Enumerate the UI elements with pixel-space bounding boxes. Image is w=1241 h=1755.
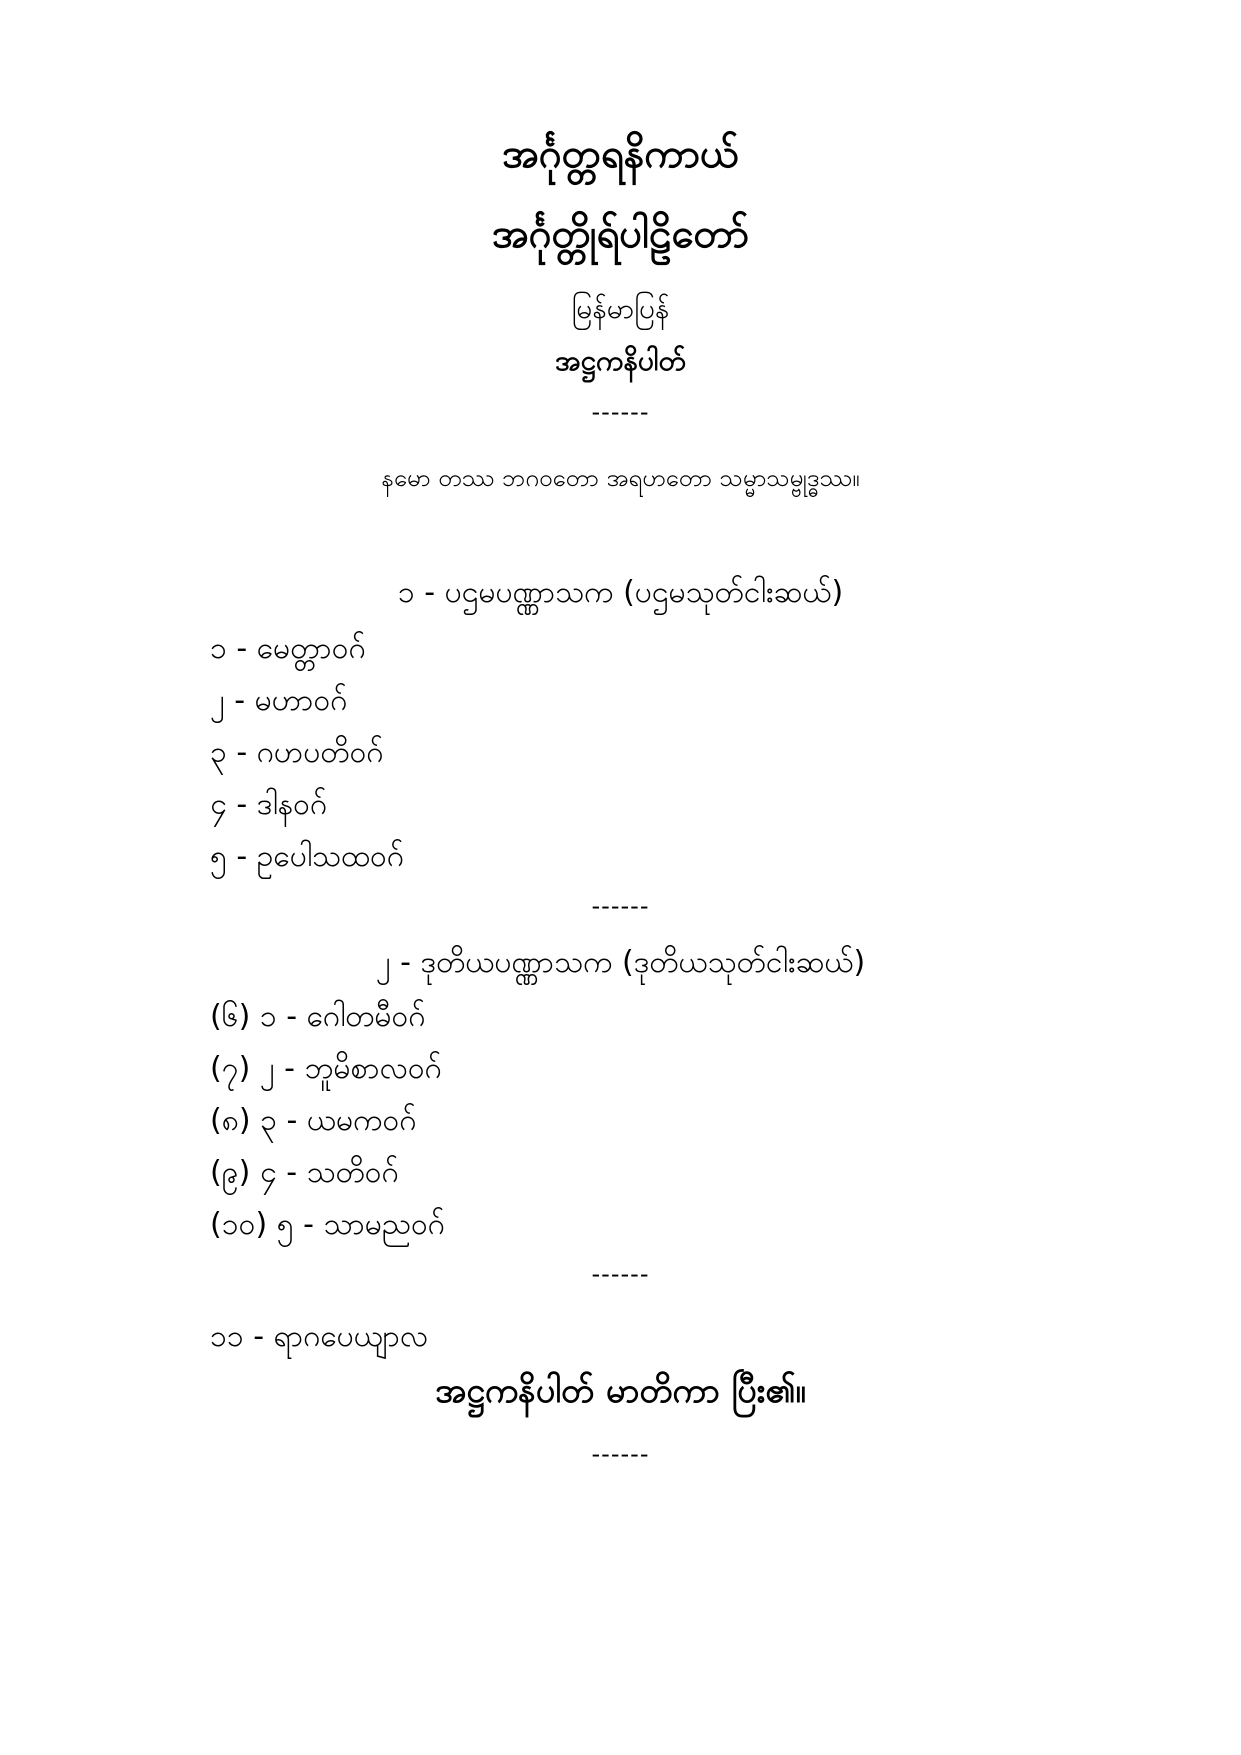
list-item: (၆) ၁ - ဂေါတမီဝဂ် bbox=[210, 999, 426, 1034]
list-item: ၂ - မဟာဝဂ် bbox=[210, 683, 348, 718]
list-item: ၅ - ဥပေါသထဝဂ် bbox=[210, 839, 404, 874]
section-heading-1: ၁ - ပဌမပဏ္ဏာသက (ပဌမသုတ်ငါးဆယ်) bbox=[397, 575, 844, 610]
separator-1: ------ bbox=[591, 398, 650, 426]
final-list-item: ၁၁ - ရာဂပေယျာလ bbox=[210, 1319, 429, 1354]
list-item: (၈) ၃ - ယမကဝဂ် bbox=[210, 1103, 417, 1138]
nipata-label: အဋ္ဌကနိပါတ် bbox=[555, 344, 686, 377]
list-item: ၃ - ဂဟပတိဝဂ် bbox=[210, 735, 384, 770]
list-item: ၄ - ဒါနဝဂ် bbox=[210, 787, 328, 822]
list-item: ၁ - မေတ္တာဝဂ် bbox=[210, 631, 366, 666]
separator-3: ------ bbox=[591, 1260, 650, 1288]
list-item: (၉) ၄ - သတိဝဂ် bbox=[210, 1155, 399, 1190]
separator-4: ------ bbox=[591, 1440, 650, 1468]
list-item: (၇) ၂ - ဘူမိစာလဝဂ် bbox=[210, 1051, 442, 1086]
separator-2: ------ bbox=[591, 892, 650, 920]
language-label: မြန်မာပြန် bbox=[571, 292, 670, 325]
list-item: (၁၀) ၅ - သာမညဝဂ် bbox=[210, 1207, 445, 1242]
invocation: နမော တဿ ဘဂဝတော အရဟတော သမ္မာသမ္ဗုဒ္ဓဿ။ bbox=[381, 464, 860, 492]
closing-line: အဋ္ဌကနိပါတ် မာတိကာ ပြီး၏။ bbox=[435, 1371, 806, 1411]
title-line-1: အင်္ဂုတ္တရနိကာယ် bbox=[502, 131, 739, 177]
section-heading-2: ၂ - ဒုတိယပဏ္ဏာသက (ဒုတိယသုတ်ငါးဆယ်) bbox=[375, 945, 866, 980]
title-line-2: အင်္ဂုတ္တိုရ်ပါဠိတော် bbox=[492, 211, 749, 257]
